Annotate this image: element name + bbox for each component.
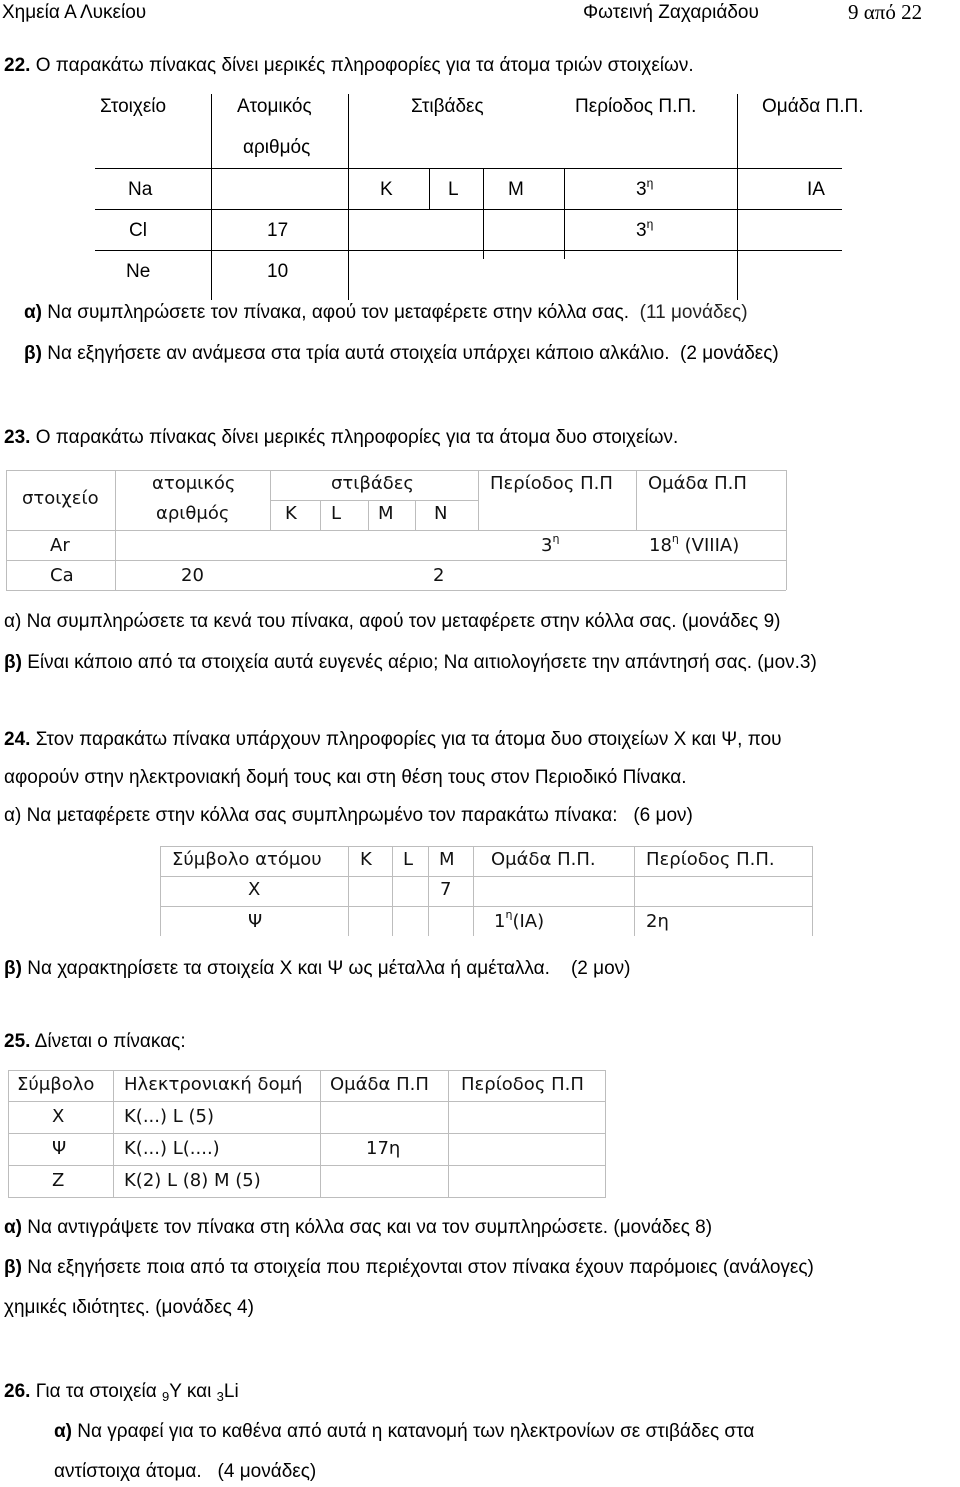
q23-header-shells: στιβάδες xyxy=(331,473,414,494)
q24-header-m: M xyxy=(439,849,455,870)
q22-header-atomic-2: αριθμός xyxy=(243,137,311,158)
q22-header-period: Περίοδος Π.Π. xyxy=(575,96,697,117)
q23-cell-element: Ar xyxy=(50,535,70,556)
q23-part-b: β) Είναι κάποιο από τα στοιχεία αυτά ευγενές αέριο; Να αιτιολογήσετε την απάντησή σας. (μον.3) xyxy=(4,652,817,673)
q23-header-l: L xyxy=(331,503,342,524)
q22-cell-period: $3^\eta$ xyxy=(636,176,654,200)
q24-header-group: Ομάδα Π.Π. xyxy=(491,849,596,870)
q25-cell-group: 17η xyxy=(366,1138,401,1159)
q23-header-atomic: ατομικός xyxy=(152,473,236,494)
q25-header-symbol: Σύμβολο xyxy=(17,1074,95,1095)
q24-header-k: K xyxy=(360,849,372,870)
header-page-number: 9 από 22 xyxy=(848,0,923,24)
q25-cell-symbol: Χ xyxy=(52,1106,65,1127)
q23-cell-element: Ca xyxy=(50,565,74,586)
q23-cell-period: $3^\eta$ xyxy=(541,532,560,556)
header-course: Χημεία Α Λυκείου xyxy=(2,2,147,23)
q23-header-atomic-2: αριθμός xyxy=(156,503,230,524)
q22-cell-k: K xyxy=(380,179,393,200)
q22-header-atomic: Ατομικός xyxy=(237,96,312,117)
q24-header-symbol: Σύμβολο ατόμου xyxy=(172,849,322,870)
q24-header-l: L xyxy=(403,849,414,870)
q22-part-b: β) Να εξηγήσετε αν ανάμεσα στα τρία αυτά στοιχεία υπάρχει κάποιο αλκάλιο. (2 μονάδες) xyxy=(24,343,779,364)
question-24-line2: αφορούν στην ηλεκτρονιακή δομή τους και στη θέση τους στον Περιοδικό Πίνακα. xyxy=(4,767,687,788)
q25-part-b-line2: χημικές ιδιότητες. (μονάδες 4) xyxy=(4,1297,254,1318)
q25-cell-structure: K(...) L (5) xyxy=(124,1106,214,1127)
q24-header-period: Περίοδος Π.Π. xyxy=(646,849,775,870)
question-23: 23. Ο παρακάτω πίνακας δίνει μερικές πληροφορίες για τα άτομα δυο στοιχείων. xyxy=(4,427,679,448)
q22-cell-l: L xyxy=(448,179,459,200)
q24-cell-m: 7 xyxy=(440,879,452,900)
q25-part-b: β) Να εξηγήσετε ποια από τα στοιχεία που περιέχονται στον πίνακα έχουν παρόμοιες (ανάλογες) xyxy=(4,1257,814,1278)
q23-cell-n: 2 xyxy=(433,565,445,586)
q23-header-n: N xyxy=(434,503,448,524)
q24-cell-period: 2η xyxy=(646,911,669,932)
q23-header-period: Περίοδος Π.Π xyxy=(490,473,613,494)
q22-cell-element: Cl xyxy=(129,220,147,241)
q23-header-element: στοιχείο xyxy=(22,488,99,509)
q22-cell-group: IA xyxy=(807,179,825,200)
question-24: 24. Στον παρακάτω πίνακα υπάρχουν πληροφορίες για τα άτομα δυο στοιχείων Χ και Ψ, που xyxy=(4,729,782,750)
q22-cell-m: M xyxy=(508,179,524,200)
question-26: 26. Για τα στοιχεία $_9$Y και $_3$Li xyxy=(4,1381,239,1404)
q23-header-k: K xyxy=(285,503,297,524)
q25-cell-structure: K(2) L (8) M (5) xyxy=(124,1170,261,1191)
q24-cell-group: $1^\eta(IA)$ xyxy=(494,908,545,932)
q22-header-group: Ομάδα Π.Π. xyxy=(762,96,864,117)
q26-part-a: α) Να γραφεί για το καθένα από αυτά η κατανομή των ηλεκτρονίων σε στιβάδες στα xyxy=(54,1421,755,1442)
q22-cell-z: 17 xyxy=(267,220,289,241)
q22-cell-z: 10 xyxy=(267,261,289,282)
q23-cell-group: $18^\eta$ (VIIIA) xyxy=(649,532,740,556)
q25-header-group: Ομάδα Π.Π xyxy=(330,1074,429,1095)
q24-part-a: α) Να μεταφέρετε στην κόλλα σας συμπληρωμένο τον παρακάτω πίνακα: (6 μον) xyxy=(4,805,693,826)
q22-part-a: α) Να συμπληρώσετε τον πίνακα, αφού τον μεταφέρετε στην κόλλα σας. (11 μονάδες) xyxy=(24,302,748,323)
question-22: 22. Ο παρακάτω πίνακας δίνει μερικές πληροφορίες για τα άτομα τριών στοιχείων. xyxy=(4,55,694,76)
q22-cell-element: Na xyxy=(128,179,153,200)
q23-part-a: α) Να συμπληρώσετε τα κενά του πίνακα, αφού τον μεταφέρετε στην κόλλα σας. (μονάδες 9) xyxy=(4,611,781,632)
q25-cell-symbol: Ψ xyxy=(52,1138,67,1159)
q24-cell-symbol: Χ xyxy=(248,879,261,900)
q23-header-m: M xyxy=(378,503,394,524)
q23-cell-z: 20 xyxy=(181,565,204,586)
q23-header-group: Ομάδα Π.Π xyxy=(648,473,747,494)
q24-cell-symbol: Ψ xyxy=(248,911,263,932)
q25-header-period: Περίοδος Π.Π xyxy=(461,1074,584,1095)
q22-cell-element: Ne xyxy=(126,261,151,282)
question-25: 25. Δίνεται ο πίνακας: xyxy=(4,1031,186,1052)
q25-cell-structure: K(...) L(....) xyxy=(124,1138,220,1159)
q25-part-a: α) Να αντιγράψετε τον πίνακα στη κόλλα σας και να τον συμπληρώσετε. (μονάδες 8) xyxy=(4,1217,713,1238)
q25-header-structure: Ηλεκτρονιακή δομή xyxy=(124,1074,303,1095)
header-author: Φωτεινή Ζαχαριάδου xyxy=(583,2,759,23)
q22-header-shells: Στιβάδες xyxy=(411,96,484,117)
q24-part-b: β) Να χαρακτηρίσετε τα στοιχεία Χ και Ψ ως μέταλλα ή αμέταλλα. (2 μον) xyxy=(4,958,631,979)
q25-cell-symbol: Z xyxy=(52,1170,65,1191)
q26-part-a-line2: αντίστοιχα άτομα. (4 μονάδες) xyxy=(54,1461,317,1482)
q22-cell-period: $3^\eta$ xyxy=(636,217,654,241)
q22-header-element: Στοιχείο xyxy=(100,96,167,117)
